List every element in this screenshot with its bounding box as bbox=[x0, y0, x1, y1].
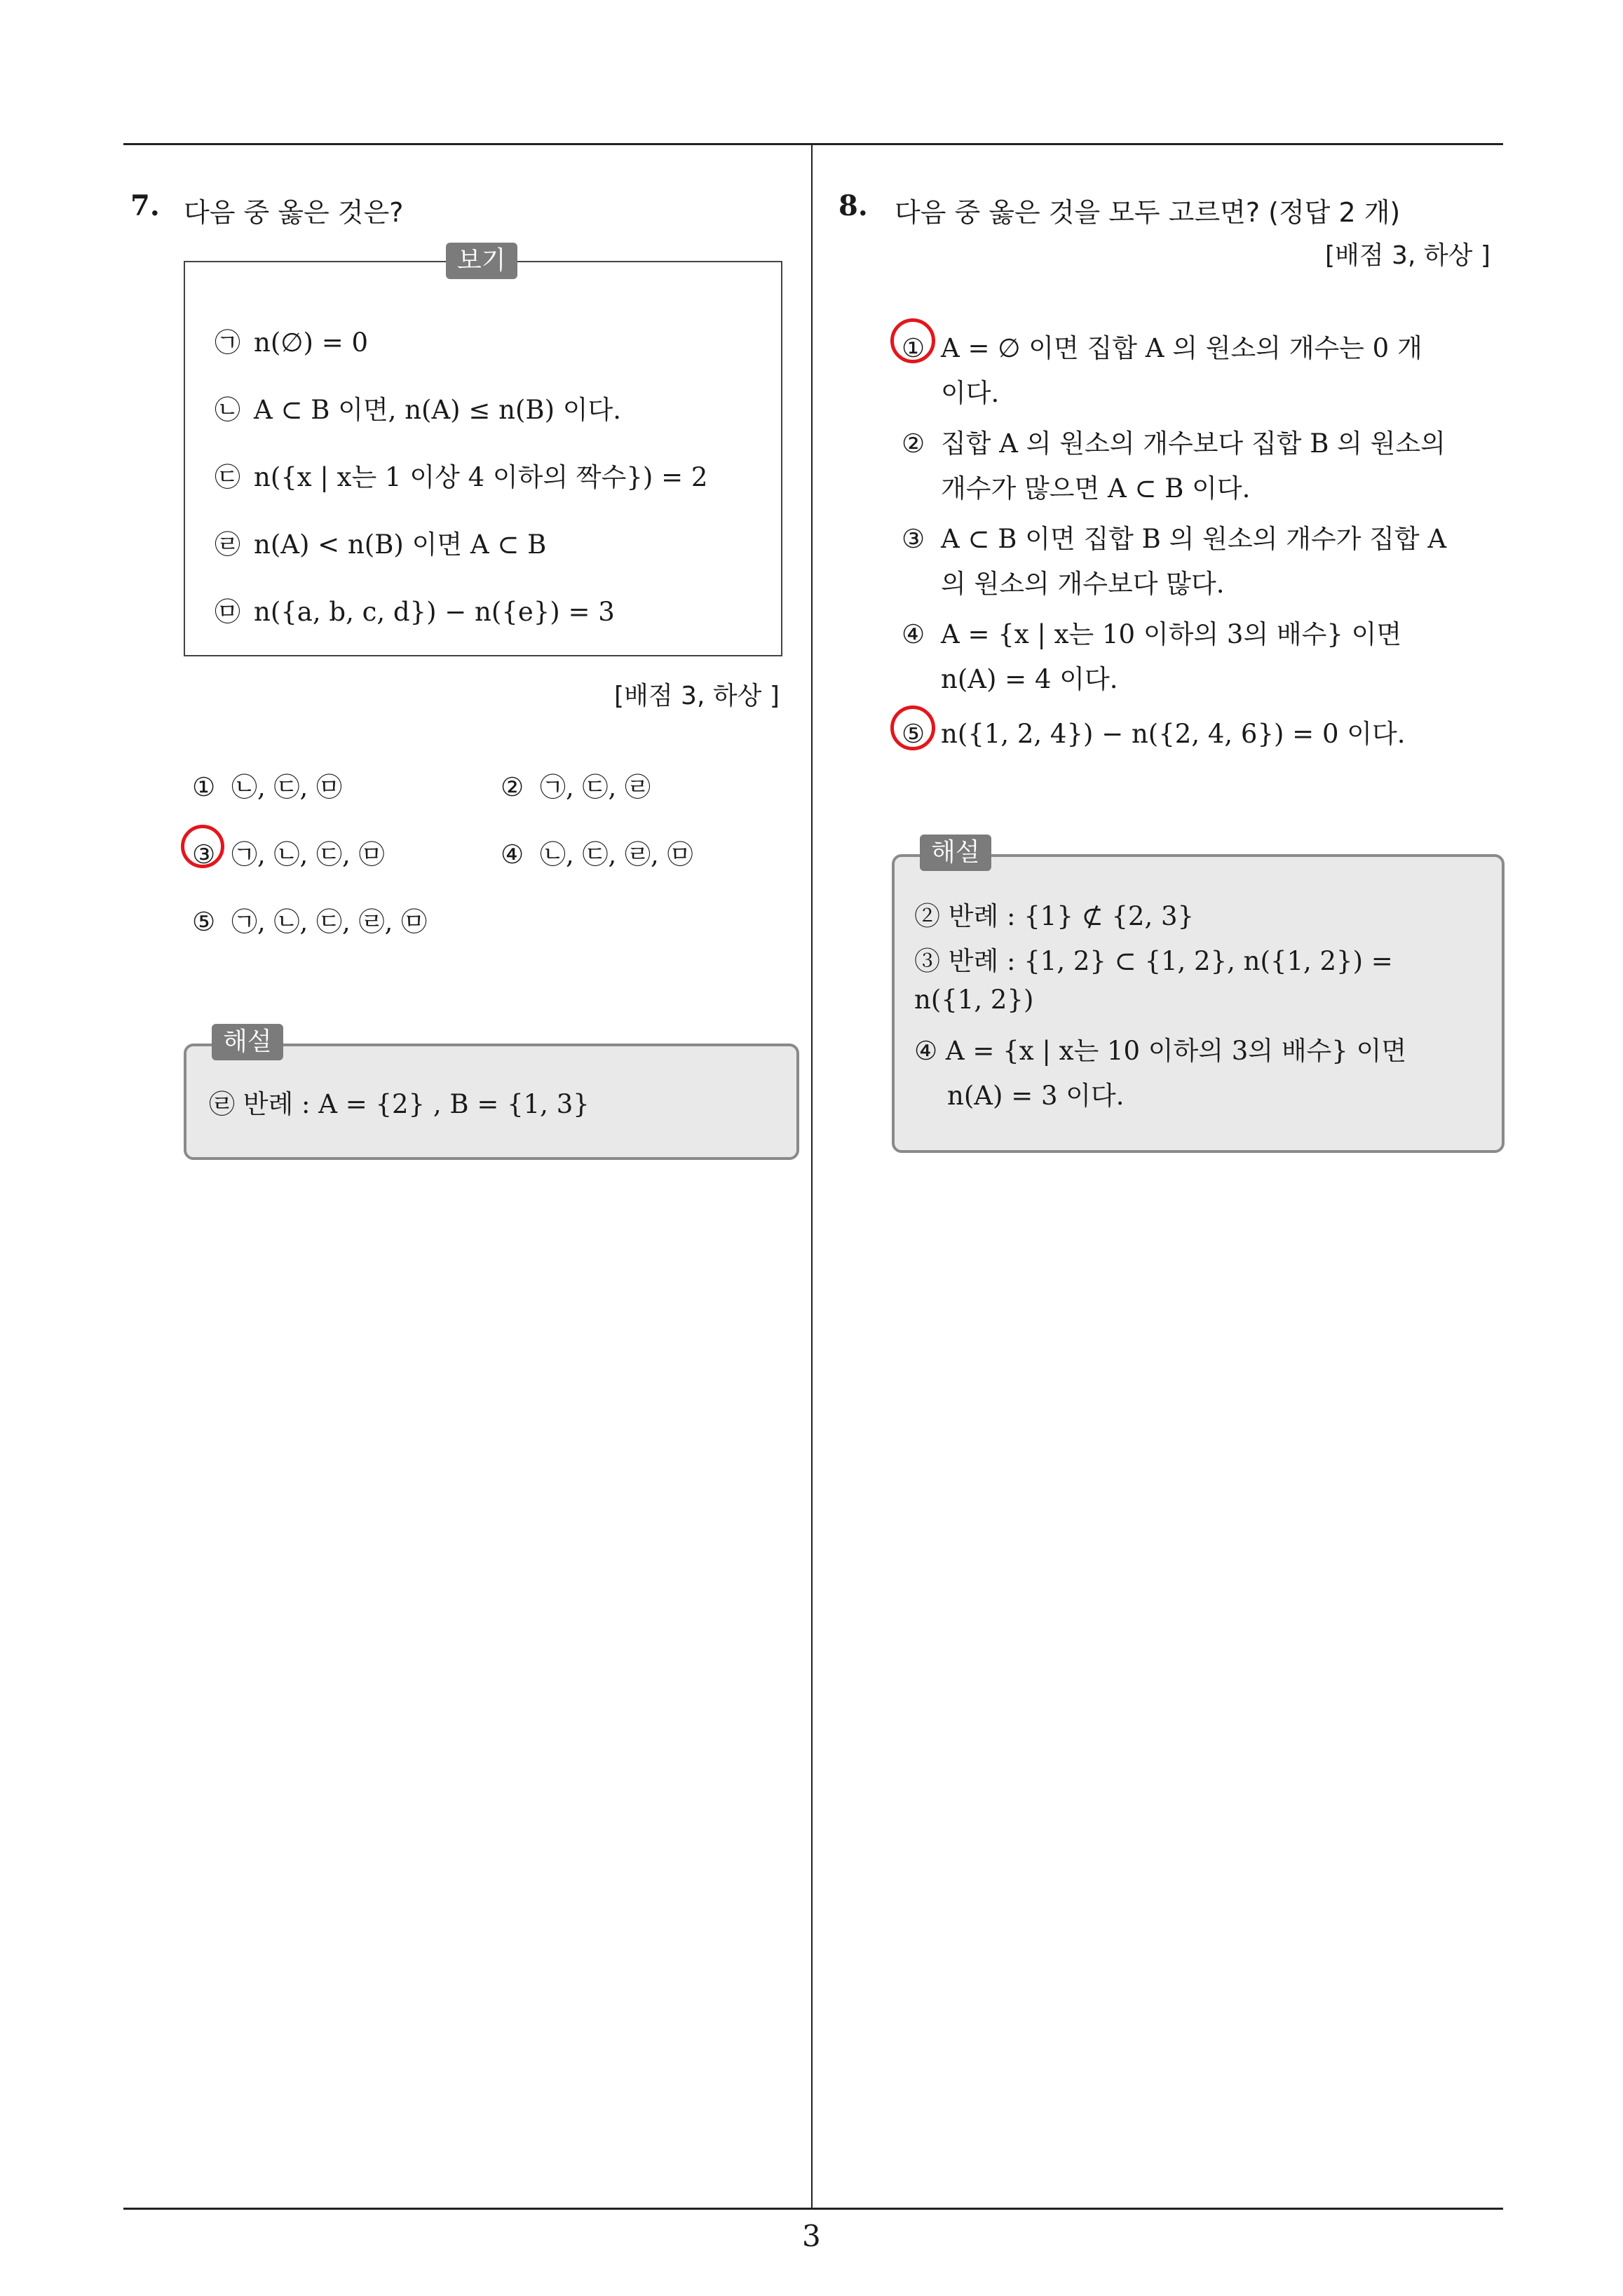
choice-number: ④ bbox=[902, 619, 925, 649]
q8-explanation-line-3: n({1, 2}) bbox=[914, 985, 1034, 1015]
q8-choice-4-cont: n(A) = 4 이다. bbox=[941, 664, 1118, 694]
q8-choice-3 bbox=[902, 518, 1446, 555]
q7-bogi-item-3 bbox=[215, 456, 707, 494]
q7-question-text: 다음 중 옳은 것은? bbox=[184, 197, 404, 228]
choice-number: ③ bbox=[902, 524, 925, 554]
q7-answer-circle-icon bbox=[181, 825, 224, 868]
q8-answer-circle-icon-1 bbox=[890, 318, 935, 363]
bogi-item-text: n({x | x는 1 이상 4 이하의 짝수}) = 2 bbox=[254, 462, 708, 492]
q8-question-text: 다음 중 옳은 것을 모두 고르면? (정답 2 개) bbox=[895, 197, 1401, 228]
choice-number: ⑤ bbox=[192, 907, 216, 937]
choice-text: A = {x | x는 10 이하의 3의 배수} 이면 bbox=[941, 619, 1402, 649]
bogi-mark: ㉤ bbox=[215, 597, 240, 627]
q7-bogi-item-5 bbox=[215, 590, 615, 628]
q8-explanation-line-2: ③ 반례 : {1, 2} ⊂ {1, 2}, n({1, 2}) = bbox=[914, 946, 1393, 976]
bogi-item-text: A ⊂ B 이면, n(A) ≤ n(B) 이다. bbox=[254, 395, 622, 425]
column-divider bbox=[811, 143, 813, 2209]
bogi-mark: ㉣ bbox=[215, 529, 240, 560]
bogi-mark: ㉢ bbox=[215, 462, 240, 492]
choice-text: ㉠, ㉡, ㉢, ㉤ bbox=[231, 839, 385, 870]
q8-answer-circle-icon-5 bbox=[890, 705, 935, 750]
q7-bogi-item-1 bbox=[215, 321, 368, 359]
q8-choice-3-cont: 의 원소의 개수보다 많다. bbox=[941, 569, 1225, 599]
q8-explanation-line-5: n(A) = 3 이다. bbox=[914, 1081, 1125, 1111]
bogi-mark: ㉡ bbox=[215, 395, 240, 425]
choice-text: ㉡, ㉢, ㉤ bbox=[231, 772, 343, 802]
choice-number: ④ bbox=[501, 839, 524, 870]
q7-explanation-text: ㉣ 반례 : A = {2} , B = {1, 3} bbox=[209, 1089, 590, 1119]
q8-number: 8. bbox=[838, 189, 868, 222]
q7-number: 7. bbox=[130, 189, 160, 222]
choice-number: ⑤ bbox=[902, 719, 925, 749]
q8-explanation-line-4: ④ A = {x | x는 10 이하의 3의 배수} 이면 bbox=[914, 1036, 1407, 1066]
bogi-mark: ㉠ bbox=[215, 327, 240, 358]
q8-choice-5 bbox=[902, 713, 1406, 750]
q7-choice-2 bbox=[501, 766, 651, 804]
bogi-item-text: n(∅) = 0 bbox=[254, 327, 368, 358]
choice-text: ㉠, ㉡, ㉢, ㉣, ㉤ bbox=[231, 907, 428, 937]
choice-text: n({1, 2, 4}) − n({2, 4, 6}) = 0 이다. bbox=[941, 719, 1406, 749]
choice-number: ① bbox=[902, 333, 925, 363]
q8-choice-4 bbox=[902, 613, 1401, 651]
choice-text: 집합 A 의 원소의 개수보다 집합 B 의 원소의 bbox=[941, 428, 1446, 459]
top-rule bbox=[123, 143, 1503, 145]
choice-text: ㉡, ㉢, ㉣, ㉤ bbox=[540, 839, 693, 870]
q7-choice-5 bbox=[192, 900, 427, 938]
q8-explanation-label: 해설 bbox=[920, 835, 991, 871]
choice-text: A = ∅ 이면 집합 A 의 원소의 개수는 0 개 bbox=[941, 333, 1422, 363]
q8-choice-1 bbox=[902, 327, 1422, 365]
choice-number: ③ bbox=[192, 839, 216, 870]
q7-choice-4 bbox=[501, 833, 693, 871]
choice-number: ① bbox=[192, 772, 216, 802]
choice-text: ㉠, ㉢, ㉣ bbox=[540, 772, 651, 802]
page-number: 3 bbox=[802, 2219, 821, 2253]
q8-score: [배점 3, 하상 ] bbox=[1325, 241, 1490, 270]
q7-bogi-item-4 bbox=[215, 523, 546, 561]
q7-bogi-item-2 bbox=[215, 389, 621, 426]
bottom-rule bbox=[123, 2208, 1503, 2210]
q7-score: [배점 3, 하상 ] bbox=[614, 682, 780, 710]
choice-number: ② bbox=[501, 772, 524, 802]
q7-choice-1 bbox=[192, 766, 342, 804]
choice-text: A ⊂ B 이면 집합 B 의 원소의 개수가 집합 A bbox=[941, 524, 1447, 554]
choice-number: ② bbox=[902, 428, 925, 459]
q8-explanation-line-1: ② 반례 : {1} ⊄ {2, 3} bbox=[914, 901, 1195, 931]
q8-choice-2-cont: 개수가 많으면 A ⊂ B 이다. bbox=[941, 473, 1251, 504]
bogi-item-text: n(A) < n(B) 이면 A ⊂ B bbox=[254, 529, 547, 560]
q7-bogi-label: 보기 bbox=[446, 243, 517, 279]
q8-choice-1-cont: 이다. bbox=[941, 378, 1000, 408]
bogi-item-text: n({a, b, c, d}) − n({e}) = 3 bbox=[254, 597, 615, 627]
q8-choice-2 bbox=[902, 422, 1446, 460]
q7-explanation-label: 해설 bbox=[212, 1024, 283, 1060]
